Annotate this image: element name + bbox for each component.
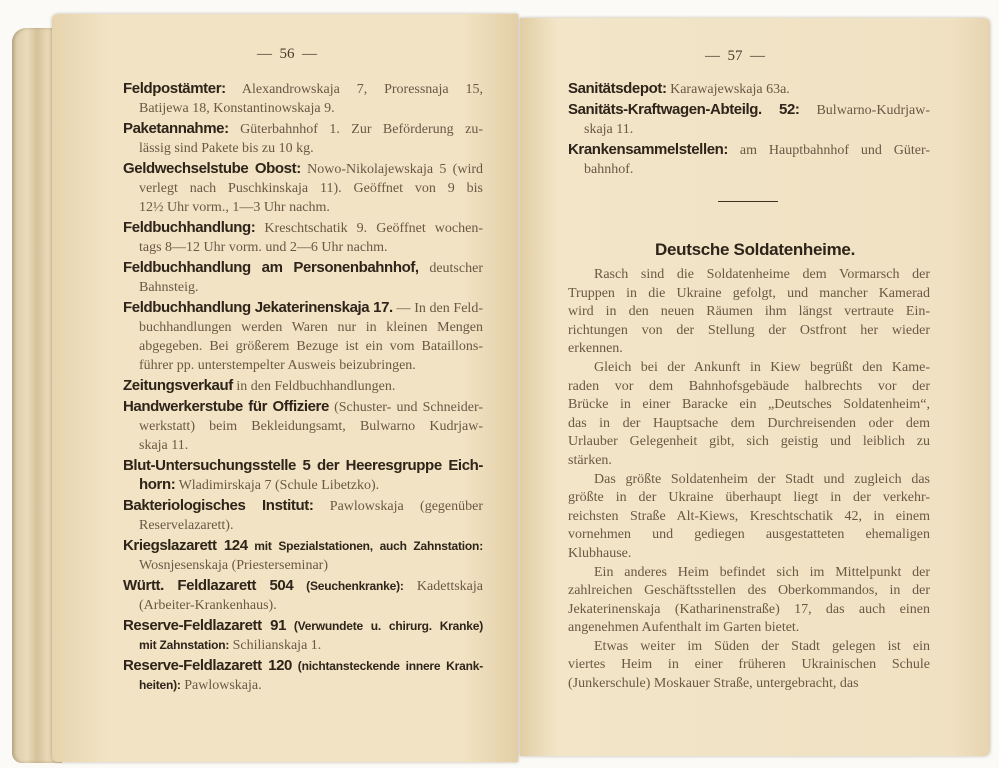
paragraph [568,638,930,694]
text-line: erkennen. [568,341,623,357]
entry-label: Paketannahme: [123,120,229,137]
text-line [123,79,483,98]
entry-text: (Schuster- und Schneider- [328,400,483,415]
text-line [123,435,483,454]
text-line [568,140,930,159]
entry-label: mit Zahnstation: [139,638,230,652]
entry-label: Sanitäts-Kraftwagen-Abteilg. 52: [568,101,800,118]
text-line: Rasch sind die Soldatenheime dem Vormarsch der [594,267,930,282]
text-line [568,119,930,138]
entry-label: (nichtansteckende innere Krank- [292,659,483,673]
directory-entry [123,79,483,117]
entry-text: abgegeben. Bei größerem Bezuge ist ein vom Bataillons- [139,339,483,354]
entry-text: Alexandrowskaja 7, Proressnaja 15, [225,82,483,97]
text-line: Truppen in die Ukraine gefolgt, und mancher Kamerad [568,285,930,301]
text-line: stärken. [568,452,612,468]
directory-entry [123,298,483,374]
paragraph [568,266,930,359]
entry-text: werkstatt) beim Bekleidungsamt, Bulwarno Kudrjaw- [139,419,483,434]
left-page [52,14,518,762]
text-line [123,616,483,635]
text-line: angenehmen Aufenthalt im Garten bietet. [568,620,800,636]
text-line [123,298,483,317]
paragraph [568,359,930,471]
text-line [123,675,483,694]
text-line [123,635,483,654]
text-line: richtungen von der Stellung der Ostfront her wieder [568,322,930,338]
text-line: raden vor dem Bahnhofsgebäude halbrechts vor der [568,378,930,394]
section-divider [718,201,778,202]
entry-text: am Hauptbahnhof und Güter- [728,143,930,158]
text-line [123,178,483,197]
text-line: das in der Hauptsache dem Durchreisenden oder dem [568,415,930,431]
text-line [123,258,483,277]
directory-entry [568,140,930,178]
directory-entries [568,79,930,180]
text-line [123,496,483,515]
entry-label: Zeitungsverkauf [123,377,233,394]
section-body [568,266,930,694]
text-line [123,397,483,416]
entry-text: Wladimirskaja 7 (Schule Libetzko). [175,478,380,493]
entry-label: Bakteriologisches Institut: [123,497,314,514]
directory-entry [123,496,483,534]
entry-label: Geldwechselstube Obost: [123,160,301,177]
directory-entry [123,616,483,654]
entry-label: (Verwundete u. chirurg. Kranke) [286,619,483,633]
text-line: vornehmen und gediegen ausgestatteten ehemaligen [568,527,930,543]
page-number: — 56 — [257,46,317,62]
directory-entry [123,576,483,614]
paragraph [568,471,930,564]
entry-label: Feldpostämter: [123,80,226,97]
entry-text: skaja 11. [139,438,189,453]
text-line: wird in den neuen Räumen ihm längst vertraute Ein- [568,304,930,320]
text-line: Das größte Soldatenheim der Stadt und zugleich das [594,471,930,487]
text-line [123,656,483,675]
text-line [123,197,483,216]
entry-text: — In den Feld- [392,301,483,316]
text-line [123,595,483,614]
text-line: größte in der Ukraine überhaupt liegt in der verkehr- [568,490,930,506]
text-line [123,416,483,435]
entry-label: Sanitätsdepot: [568,80,667,97]
text-line: Urlauber Gelegenheit gibt, sich geistig und leiblich zu [568,434,930,450]
text-line: reichsten Straße Alt-Kiews, Kreschtschatik 42, in einem [568,508,930,524]
directory-entry [123,376,483,395]
text-line [123,355,483,374]
text-line [568,100,930,119]
text-line [123,376,483,395]
text-line [123,98,483,117]
text-line: Gleich bei der Ankunft in Kiew begrüßt den Kame- [594,359,930,375]
entry-text: in den Feldbuchhandlungen. [232,379,396,394]
entry-label: Handwerkerstube für Offiziere [123,398,329,415]
text-line: Brücke in einer Baracke ein „Deutsches Soldatenheim“, [568,397,930,413]
entry-text: Kadettskaja [403,579,483,594]
entry-text: tags 8—12 Uhr vorm. und 2—6 Uhr nachm. [139,240,388,255]
entry-label: Reserve-Feldlazarett 91 [123,617,287,634]
text-line [123,456,483,475]
text-line [123,119,483,138]
directory-entry [123,159,483,216]
entry-text: Bahnsteig. [139,280,199,295]
page-number: — 57 — [705,48,765,64]
entry-text: Wosnjesenskaja (Priesterseminar) [139,558,328,573]
entry-text: skaja 11. [584,122,634,137]
entry-label: Feldbuchhandlung: [123,219,256,236]
text-line: (Junkerschule) Moskauer Straße, untergebracht, das [568,676,859,692]
paragraph [568,564,930,638]
entry-label: Krankensammelstellen: [568,141,729,158]
text-line: viertes Heim in einer früheren Ukrainischen Schule [568,657,930,673]
entry-label: mit Spezialstationen, auch Zahnstation: [247,539,483,553]
entry-text: Kreschtschatik 9. Geöffnet wochen- [255,221,483,236]
directory-entry [123,456,483,494]
directory-entry [123,536,483,574]
entry-text: verlegt nach Puschkinskaja 11). Geöffnet von 9 bis [139,181,483,196]
right-page [520,18,990,756]
directory-entry [123,656,483,694]
entry-text: Pawlowskaja (gegenüber [313,499,483,514]
entry-text: Karawajewskaja 63a. [666,82,790,97]
directory-entry [123,218,483,256]
entry-text: Schilianskaja 1. [229,638,322,653]
entry-text: bahnhof. [584,162,634,177]
directory-entry [568,79,930,98]
entry-label: Württ. Feldlazarett 504 [123,577,294,594]
text-line [123,536,483,555]
entry-text: Güterbahnhof 1. Zur Beförderung zu- [228,122,483,137]
entry-label: horn: [139,476,176,493]
entry-text: buchhandlungen werden Waren nur in kleinen Mengen [139,320,483,335]
directory-entry [568,100,930,138]
text-line: Ein anderes Heim befindet sich im Mittelpunkt der [594,564,930,580]
entry-label: heiten): [139,678,181,692]
entry-text: führer pp. unterstempelter Ausweis beizubringen. [139,358,416,373]
entry-label: Blut-Untersuchungsstelle 5 der Heeresgruppe Eich- [123,457,483,474]
text-line: Jekaterinenskaja (Katharinenstraße) 17, das auch einen [568,601,930,617]
entry-text: Bulwarno-Kudrjaw- [799,103,930,118]
text-line [123,336,483,355]
directory-entry [123,119,483,157]
directory-entry [123,258,483,296]
entry-text: Batijewa 18, Konstantinowskaja 9. [139,101,335,116]
text-line [123,515,483,534]
text-line [123,277,483,296]
entry-label: Feldbuchhandlung am Personenbahnhof, [123,259,419,276]
text-line [123,138,483,157]
text-line [123,159,483,178]
entry-text: Nowo-Nikolajewskaja 5 (wird [300,162,483,177]
text-line [123,237,483,256]
text-line [123,218,483,237]
directory-entries [123,79,483,696]
text-line [123,475,483,494]
entry-label: Reserve-Feldlazarett 120 [123,657,292,674]
text-line: Klubhause. [568,545,632,561]
text-line: Etwas weiter im Süden der Stadt gelegen ist ein [594,638,930,654]
entry-text: Pawlowskaja. [180,678,262,693]
entry-label: Feldbuchhandlung Jekaterinenskaja 17. [123,299,393,316]
entry-text: 12½ Uhr vorm., 1—3 Uhr nachm. [139,200,330,215]
section-title: Deutsche Soldatenheime. [655,240,855,259]
directory-entry [123,397,483,454]
text-line [123,576,483,595]
entry-label: Kriegslazarett 124 [123,537,248,554]
text-line: zahlreichen Geschäftsstellen des Oberkommandos, in der [568,583,930,599]
entry-text: deutscher [418,261,483,276]
entry-text: lässig sind Pakete bis zu 10 kg. [139,141,314,156]
entry-label: (Seuchenkranke): [293,579,404,593]
entry-text: Reservelazarett). [139,518,234,533]
text-line [568,159,930,178]
text-line [123,555,483,574]
text-line [123,317,483,336]
text-line [568,79,930,98]
entry-text: (Arbeiter-Krankenhaus). [139,598,277,613]
